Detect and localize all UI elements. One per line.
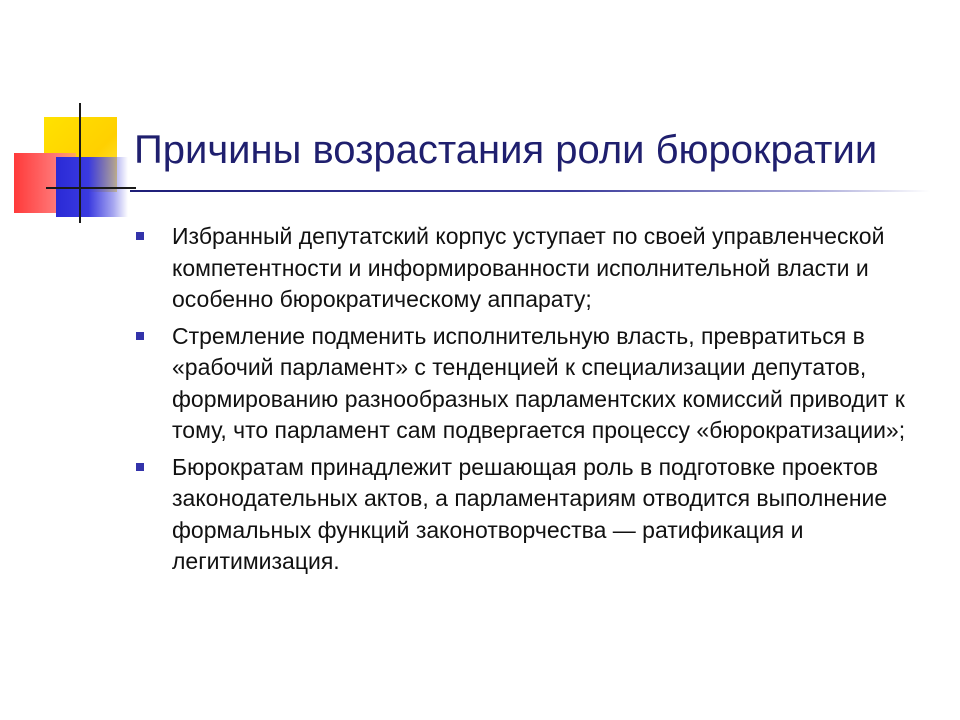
bullet-item: [134, 221, 914, 316]
bullet-item: [134, 321, 914, 447]
vertical-line-decoration: [79, 103, 81, 223]
square-bullet-icon: [136, 232, 144, 240]
square-bullet-icon: [136, 332, 144, 340]
title-underline: [130, 190, 930, 192]
slide-title: Причины возрастания роли бюрократии: [134, 128, 878, 172]
bullet-text: Бюрократам принадлежит решающая роль в подготовке проектов законодательных актов, а парламентариям отводится выполнение формальных функций законотворчества — ратификация и легитимизация.: [172, 453, 888, 574]
horizontal-line-decoration: [46, 187, 136, 189]
bullet-text: Стремление подменить исполнительную власть, превратиться в «рабочий парламент» с тенденцией к специализации депутатов, формированию разнообразных парламентских комиссий приводит к тому, что парламент сам подвергается процессу «бюрократизации»;: [172, 322, 906, 443]
bullet-item: [134, 452, 914, 578]
square-bullet-icon: [136, 463, 144, 471]
bullet-list: [134, 221, 914, 583]
bullet-text: Избранный депутатский корпус уступает по своей управленческой компетентности и информированности исполнительной власти и особенно бюрократическому аппарату;: [172, 223, 885, 312]
